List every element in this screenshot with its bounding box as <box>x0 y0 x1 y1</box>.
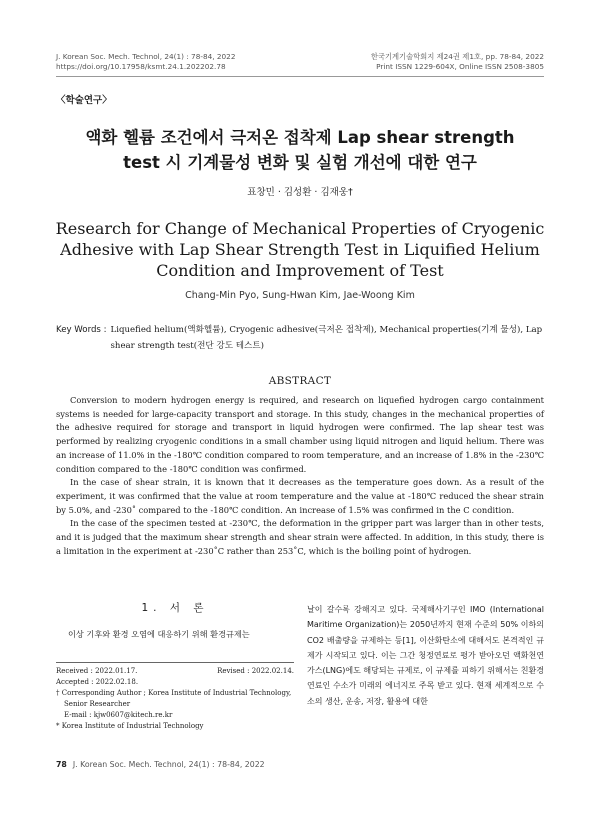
right-column <box>307 602 544 709</box>
running-header-right <box>371 52 544 72</box>
journal-citation-korean: 한국기계기술학회지 제24권 제1호, pp. 78-84, 2022 <box>370 52 544 61</box>
keywords-label: Key Words : <box>56 325 107 335</box>
english-authors: Chang-Min Pyo, Sung-Hwan Kim, Jae-Woong Kim <box>185 290 415 301</box>
author-email[interactable]: E-mail : kjw0607@kitech.re.kr <box>64 711 173 719</box>
english-title-line-2: Adhesive with Lap Shear Strength Test in Liquified Helium <box>60 240 540 259</box>
abstract-body <box>56 394 544 558</box>
running-header-left <box>56 52 235 72</box>
header-divider <box>56 76 544 77</box>
introduction-text-left: 이상 기후와 환경 오염에 대응하기 위해 환경규제는 <box>68 629 250 639</box>
footnote-divider <box>56 662 294 663</box>
abstract-paragraph-2: In the case of shear strain, it is known that it decreases as the temperature goes down. As a result of the experiment, it was confirmed that the value at room temperature and the value at -180℃ reduced the shear strain by 5.0%, and -230˚ compared to the -180℃ condition. An increase of 1.5% was confirmed in the C condition. <box>56 477 544 515</box>
author-position: Senior Researcher <box>64 700 131 708</box>
english-title-line-3: Condition and Improvement of Test <box>156 261 444 280</box>
footer-citation: J. Korean Soc. Mech. Technol, 24(1) : 78-84, 2022 <box>72 760 265 769</box>
korean-authors: 표창민 · 김성환 · 김재웅† <box>247 187 353 198</box>
journal-citation: J. Korean Soc. Mech. Technol, 24(1) : 78-84, 2022 <box>56 52 236 61</box>
korean-title-line-2: test 시 기계물성 변화 및 실험 개선에 대한 연구 <box>123 153 477 172</box>
footnotes <box>56 666 294 732</box>
abstract-paragraph-1: Conversion to modern hydrogen energy is required, and research on liquefied hydrogen cargo containment systems is needed for large-capacity transport and storage. In this study, changes in the mechanical properties of the adhesive required for storage and transport in liquid hydrogen were confirmed. The lap shear test was performed by realizing cryogenic conditions in a small chamber using liquid nitrogen and liquid helium. There was an increase of 11.0% in the -180℃ condition compared to room temperature, and an increase of 1.8% in the -230℃ condition compared to the -180℃ condition was confirmed. <box>56 395 544 474</box>
keywords <box>56 322 544 354</box>
left-column <box>56 600 294 642</box>
korean-title-line-1: 액화 헬륨 조건에서 극저온 접착제 Lap shear strength <box>85 128 515 147</box>
doi-link[interactable]: https://doi.org/10.17958/ksmt.24.1.202202.78 <box>56 62 226 71</box>
received-date: Received : 2022.01.17. <box>56 667 138 675</box>
page-number: 78 <box>56 760 67 769</box>
english-title-line-1: Research for Change of Mechanical Properties of Cryogenic <box>55 219 545 238</box>
corresponding-author: † Corresponding Author ; Korea Institute of Industrial Technology, <box>56 689 292 697</box>
page-footer <box>56 760 265 769</box>
abstract-heading: ABSTRACT <box>268 375 332 387</box>
issn-info: Print ISSN 1229-604X, Online ISSN 2508-3805 <box>376 62 544 71</box>
dates-row <box>56 666 294 677</box>
korean-title <box>40 125 560 175</box>
revised-date: Revised : 2022.02.14. <box>217 667 294 675</box>
introduction-text-right: 날이 갈수록 강해지고 있다. 국제해사기구인 IMO (International Maritime Organization)는 2050년까지 현재 수준의 50% 이하의 CO2 배출량을 규제하는 등[1], 이산화탄소에 대해서도 본격적인 규제가 시작되고 있다. 이는 그간 청정연료로 평가 받아오던 액화천연가스(LNG)에도 해당되는 규제로, 이 규제를 피하기 위해서는 친환경 연료인 수소가 미래의 에너지로 주목 받고 있다. 현재 세계적으로 수소의 생산, 운송, 저장, 활용에 대한 <box>307 605 544 706</box>
keywords-text: Liquefied helium(액화헬륨), Cryogenic adhesive(극저온 접착제), Mechanical properties(기계 물성), Lap shear strength test(전단 강도 테스트) <box>110 325 543 351</box>
english-title <box>40 218 560 281</box>
section-tag: 〈학술연구〉 <box>56 95 112 106</box>
introduction-heading: 1. 서 론 <box>141 602 209 614</box>
accepted-date: Accepted : 2022.02.18. <box>56 678 139 686</box>
abstract-paragraph-3: In the case of the specimen tested at -230℃, the deformation in the gripper part was larger than in other tests, and it is judged that the maximum shear strength and shear strain were affected. In addition, in this study, there is a limitation in the experiment at -230˚C rather than 253˚C, which is the boiling point of hydrogen. <box>56 518 544 556</box>
affiliation: * Korea Institute of Industrial Technology <box>56 722 204 730</box>
